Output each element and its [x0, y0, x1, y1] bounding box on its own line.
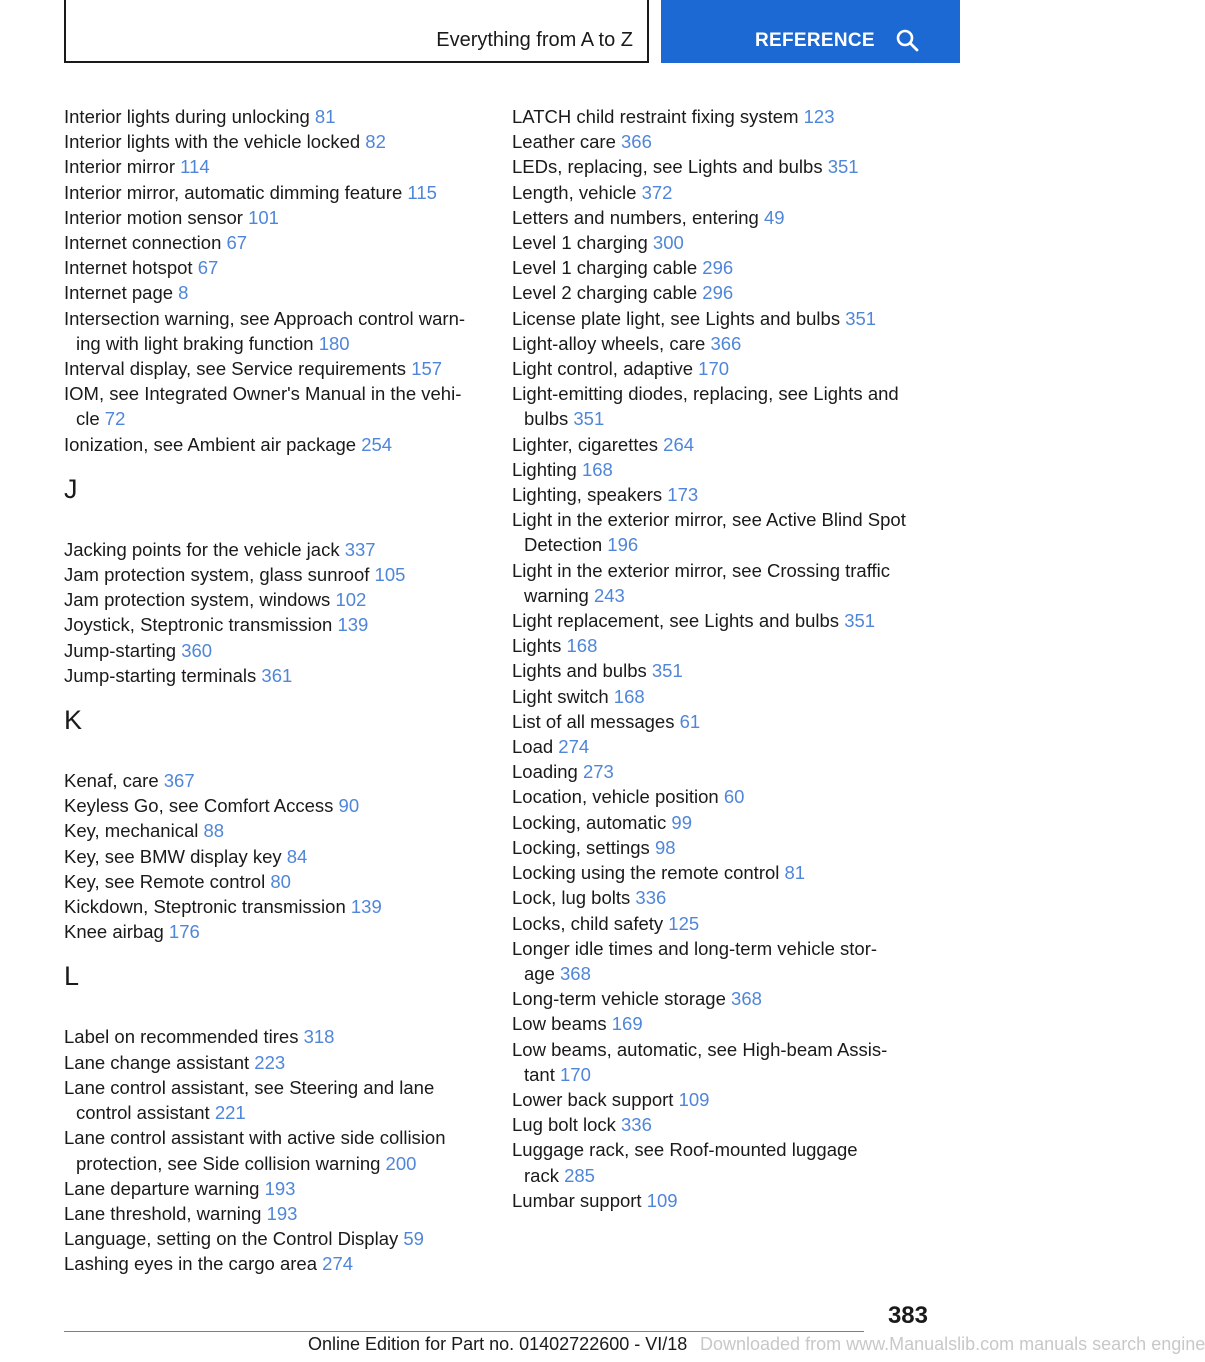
index-entry [64, 1176, 484, 1201]
index-page-link[interactable]: 273 [582, 761, 614, 783]
index-entry-text: Lighter, cigarettes [512, 433, 659, 455]
index-page-link[interactable]: 81 [314, 106, 336, 127]
index-column-left [64, 104, 484, 1277]
index-entry [512, 1188, 932, 1213]
index-entry-text: Loading [512, 761, 578, 783]
index-page-link[interactable]: 8 [178, 282, 189, 304]
index-entry-text: Lane departure warning [64, 1177, 260, 1199]
index-page-link[interactable]: 169 [611, 1013, 643, 1035]
index-entry [64, 638, 484, 663]
index-page-link[interactable]: 168 [613, 685, 645, 707]
index-entry [64, 768, 484, 793]
index-page-link[interactable]: 368 [560, 962, 591, 984]
index-entry-text: Label on recommended tires [64, 1026, 299, 1048]
index-page-link[interactable]: 139 [350, 896, 382, 918]
index-entry-text: LEDs, replacing, see Lights and bulbs [512, 156, 823, 178]
index-entry-text: Lashing eyes in the cargo area [64, 1253, 318, 1275]
index-entry [512, 860, 932, 885]
index-entry [64, 663, 484, 688]
index-entry-text: Light control, adaptive [512, 358, 694, 380]
index-page-link[interactable]: 67 [197, 257, 219, 279]
index-page-link[interactable]: 168 [581, 458, 613, 480]
header-section-label: REFERENCE [755, 30, 875, 51]
index-page-link[interactable]: 351 [845, 307, 877, 329]
index-entry-text: Lane change assistant [64, 1051, 250, 1073]
index-page-link[interactable]: 139 [337, 614, 369, 636]
index-page-link[interactable]: 264 [663, 433, 695, 455]
index-entry [512, 180, 932, 205]
index-page-link[interactable]: 196 [607, 534, 639, 556]
index-entry [512, 507, 932, 557]
index-page-link[interactable]: 168 [566, 635, 598, 657]
index-entry-text: Lights and bulbs [512, 660, 647, 682]
index-entry-text: Jacking points for the vehicle jack [64, 538, 340, 560]
index-entry-text: Location, vehicle position [512, 786, 719, 808]
index-page-link[interactable]: 351 [651, 660, 683, 682]
page-number: 383 [887, 1302, 928, 1329]
index-page-link[interactable]: 221 [214, 1102, 246, 1124]
header-title-box [64, 0, 649, 63]
index-page-link[interactable]: 59 [403, 1228, 424, 1250]
index-page-link[interactable]: 80 [270, 870, 291, 892]
index-page-link[interactable]: 300 [652, 232, 684, 254]
index-entry [64, 1024, 484, 1049]
index-page-link[interactable]: 60 [723, 786, 745, 808]
index-entry-text: Light replacement, see Lights and bulbs [512, 610, 840, 632]
index-entry-text: Joystick, Steptronic transmission [64, 614, 333, 636]
index-page-link[interactable]: 67 [226, 232, 248, 254]
index-page-link[interactable]: 274 [558, 736, 590, 758]
index-entry-text: Keyless Go, see Comfort Access [64, 795, 334, 817]
index-entry-text: Lighting [512, 458, 577, 480]
index-entry-text: Light in the exterior mirror, see Active Blind Spot Detection [512, 509, 906, 556]
index-entry [512, 129, 932, 154]
index-entry [64, 919, 484, 944]
index-entry-text: Longer idle times and long-term vehicle stor- age [512, 937, 878, 984]
index-entry-text: Interior mirror, automatic dimming feature [64, 181, 403, 203]
index-entry-text: Luggage rack, see Roof-mounted luggage rack [512, 1139, 858, 1186]
index-page-link[interactable]: 105 [374, 564, 406, 586]
index-entry [512, 558, 932, 608]
index-entry-text: Jump-starting terminals [64, 664, 257, 686]
index-entry [64, 205, 484, 230]
index-entry [64, 104, 484, 129]
index-entry [512, 734, 932, 759]
index-page-link[interactable]: 351 [573, 408, 605, 430]
index-entry [512, 280, 932, 305]
index-entry-text: Low beams [512, 1013, 607, 1035]
index-entry [64, 230, 484, 255]
index-entry [512, 205, 932, 230]
index-entry [512, 684, 932, 709]
index-entry-text: Lights [512, 635, 562, 657]
index-entry [64, 1251, 484, 1276]
index-entry [512, 759, 932, 784]
index-entry [512, 255, 932, 280]
index-page-link[interactable]: 318 [303, 1026, 335, 1048]
index-entry-text: Jump-starting [64, 639, 177, 661]
index-entry-text: Lane control assistant, see Steering and lane control assistant [64, 1076, 435, 1124]
index-page-link[interactable]: 61 [679, 710, 701, 732]
index-entry-text: Low beams, automatic, see High-beam Assis- tant [512, 1038, 888, 1085]
index-page-link[interactable]: 360 [181, 639, 213, 661]
index-entry-text: Load [512, 736, 554, 758]
index-page-link[interactable]: 114 [180, 156, 210, 178]
index-letter-heading: L [64, 961, 80, 992]
index-entry-text: Level 2 charging cable [512, 282, 698, 304]
index-page-link[interactable]: 193 [266, 1202, 298, 1224]
index-entry [512, 936, 932, 986]
index-entry-text: Internet hotspot [64, 257, 193, 279]
index-entry [64, 432, 484, 457]
index-entry-text: Locking using the remote control [512, 862, 780, 884]
index-entry-text: Kenaf, care [64, 770, 159, 792]
header-section-tab[interactable] [661, 0, 960, 63]
index-page-link[interactable]: 180 [318, 332, 350, 354]
index-entry [64, 306, 484, 356]
index-entry-text: Lane control assistant with active side collision protection, see Side collision warning [64, 1127, 446, 1174]
index-page-link[interactable]: 336 [635, 887, 667, 909]
index-entry [512, 306, 932, 331]
index-entry [512, 457, 932, 482]
index-page-link[interactable]: 285 [564, 1164, 595, 1186]
index-entry [64, 129, 484, 154]
index-entry [512, 658, 932, 683]
index-entry-text: IOM, see Integrated Owner's Manual in the vehi- cle [64, 383, 462, 430]
index-entry [64, 818, 484, 843]
index-entry-text: Light-emitting diodes, replacing, see Lights and bulbs [512, 383, 899, 430]
index-page-link[interactable]: 223 [254, 1051, 286, 1073]
index-page-link[interactable]: 366 [621, 131, 652, 153]
index-entry [512, 835, 932, 860]
index-entry-text: Level 1 charging [512, 232, 648, 254]
index-page-link[interactable]: 193 [264, 1177, 296, 1199]
index-entry-text: Lock, lug bolts [512, 887, 631, 909]
index-entry [64, 356, 484, 381]
index-entry-text: Lower back support [512, 1088, 674, 1110]
index-page-link[interactable]: 366 [710, 332, 742, 354]
index-entry-text: Interval display, see Service requirements [64, 358, 407, 380]
index-entry-text: Lumbar support [512, 1189, 642, 1211]
index-entry [64, 1050, 484, 1075]
index-entry [64, 793, 484, 818]
index-entry [64, 894, 484, 919]
index-entry-text: Jam protection system, windows [64, 589, 331, 611]
index-entry-text: Ionization, see Ambient air package [64, 433, 357, 455]
index-page-link[interactable]: 173 [667, 484, 699, 506]
footer-edition: Online Edition for Part no. 01402722600 - VI/18 [308, 1334, 688, 1354]
index-entry [512, 230, 932, 255]
index-entry [512, 608, 932, 633]
index-entry [64, 1226, 484, 1251]
index-page-link[interactable]: 88 [203, 820, 225, 842]
index-entry [512, 432, 932, 457]
index-page-link[interactable]: 367 [163, 770, 195, 792]
index-entry-text: Level 1 charging cable [512, 257, 698, 279]
index-letter-heading: J [64, 473, 78, 504]
index-page-link[interactable]: 368 [731, 988, 762, 1010]
index-page-link[interactable]: 115 [407, 181, 437, 203]
index-entry [512, 911, 932, 936]
index-entry [64, 1075, 484, 1125]
index-entry [512, 986, 932, 1011]
header-title: Everything from A to Z [436, 29, 633, 51]
search-icon[interactable] [895, 28, 919, 52]
index-page-link[interactable]: 72 [104, 408, 126, 430]
index-entry [512, 104, 932, 129]
index-page-link[interactable]: 372 [641, 181, 673, 203]
index-entry-text: Intersection warning, see Approach control warn- ing with light braking function [64, 307, 466, 354]
footer-divider [64, 1331, 864, 1332]
index-entry [512, 633, 932, 658]
index-entry [512, 1037, 932, 1087]
index-entry-text: Interior lights with the vehicle locked [64, 131, 361, 153]
index-page-link[interactable]: 82 [365, 131, 386, 153]
index-page-link[interactable]: 170 [698, 358, 730, 380]
index-entry [512, 381, 932, 431]
index-page-link[interactable]: 296 [702, 282, 734, 304]
index-entry [64, 255, 484, 280]
index-entry-text: Lane threshold, warning [64, 1202, 262, 1224]
index-entry-text: Interior mirror [64, 156, 176, 178]
index-page-link[interactable]: 109 [646, 1189, 678, 1211]
index-entry [512, 1137, 932, 1187]
index-entry-text: Key, see BMW display key [64, 845, 282, 867]
index-entry-text: Jam protection system, glass sunroof [64, 564, 370, 586]
index-page-link[interactable]: 337 [344, 538, 376, 560]
index-entry-text: Key, see Remote control [64, 870, 266, 892]
index-entry [64, 280, 484, 305]
index-entry-text: Length, vehicle [512, 181, 637, 203]
index-letter-heading: K [64, 705, 83, 736]
index-entry [512, 482, 932, 507]
index-page-link[interactable]: 351 [844, 610, 876, 632]
index-page-link[interactable]: 296 [702, 257, 734, 279]
index-entry-text: Internet connection [64, 232, 222, 254]
index-entry-text: Leather care [512, 131, 616, 153]
index-page-link[interactable]: 109 [678, 1088, 710, 1110]
index-entry [512, 1011, 932, 1036]
index-page-link[interactable]: 99 [671, 811, 692, 833]
index-entry [512, 810, 932, 835]
footer-watermark: Downloaded from www.Manualslib.com manuals search engine [700, 1334, 1205, 1354]
index-page-link[interactable]: 98 [654, 836, 676, 858]
index-entry [512, 1112, 932, 1137]
index-page-link[interactable]: 200 [385, 1152, 417, 1174]
index-page-link[interactable]: 361 [261, 664, 293, 686]
index-entry-text: Light switch [512, 685, 609, 707]
index-entry-text: List of all messages [512, 710, 675, 732]
index-page-link[interactable]: 157 [411, 358, 443, 380]
index-page-link[interactable]: 90 [338, 795, 360, 817]
index-entry-text: Internet page [64, 282, 174, 304]
index-page-link[interactable]: 101 [248, 206, 279, 228]
index-column-right [512, 104, 932, 1213]
index-entry [64, 154, 484, 179]
index-entry [64, 612, 484, 637]
index-entry-text: Locking, settings [512, 836, 650, 858]
index-entry [64, 180, 484, 205]
index-page-link[interactable]: 243 [593, 584, 625, 606]
index-entry-text: Locking, automatic [512, 811, 667, 833]
index-entry-text: Locks, child safety [512, 912, 664, 934]
index-entry-text: LATCH child restraint fixing system [512, 106, 799, 127]
index-page-link[interactable]: 81 [784, 862, 806, 884]
index-page-link[interactable]: 49 [763, 206, 785, 228]
index-entry [512, 784, 932, 809]
index-entry-text: Lug bolt lock [512, 1114, 616, 1136]
index-page-link[interactable]: 274 [322, 1253, 354, 1275]
index-page-link[interactable]: 254 [361, 433, 393, 455]
index-entry-text: Long-term vehicle storage [512, 988, 726, 1010]
index-entry [64, 1201, 484, 1226]
index-entry-text: Letters and numbers, entering [512, 206, 759, 228]
index-entry [512, 709, 932, 734]
index-page-link[interactable]: 84 [286, 845, 308, 867]
index-entry [512, 154, 932, 179]
index-entry [64, 869, 484, 894]
index-entry [64, 381, 484, 431]
index-page-link[interactable]: 336 [621, 1114, 652, 1136]
index-entry-text: Interior motion sensor [64, 206, 243, 228]
index-page-link[interactable]: 351 [827, 156, 859, 178]
index-page-link[interactable]: 102 [335, 589, 367, 611]
index-page-link[interactable]: 176 [168, 921, 200, 943]
index-entry-text: Knee airbag [64, 921, 164, 943]
index-entry [512, 331, 932, 356]
index-entry [512, 1087, 932, 1112]
index-entry-text: Kickdown, Steptronic transmission [64, 896, 346, 918]
index-entry [64, 537, 484, 562]
index-entry-text: Light in the exterior mirror, see Crossing traffic warning [512, 559, 891, 606]
index-entry-text: Lighting, speakers [512, 484, 663, 506]
index-entry [64, 844, 484, 869]
index-entry [64, 1125, 484, 1175]
index-page-link[interactable]: 170 [560, 1063, 591, 1085]
index-entry-text: Key, mechanical [64, 820, 199, 842]
index-entry [512, 885, 932, 910]
index-page-link[interactable]: 123 [803, 106, 835, 127]
index-entry-text: Light-alloy wheels, care [512, 332, 706, 354]
index-entry-text: Language, setting on the Control Display [64, 1228, 399, 1250]
index-entry-text: License plate light, see Lights and bulbs [512, 307, 841, 329]
index-page-link[interactable]: 125 [668, 912, 700, 934]
index-entry [64, 587, 484, 612]
index-entry [512, 356, 932, 381]
index-entry-text: Interior lights during unlocking [64, 106, 310, 127]
index-entry [64, 562, 484, 587]
